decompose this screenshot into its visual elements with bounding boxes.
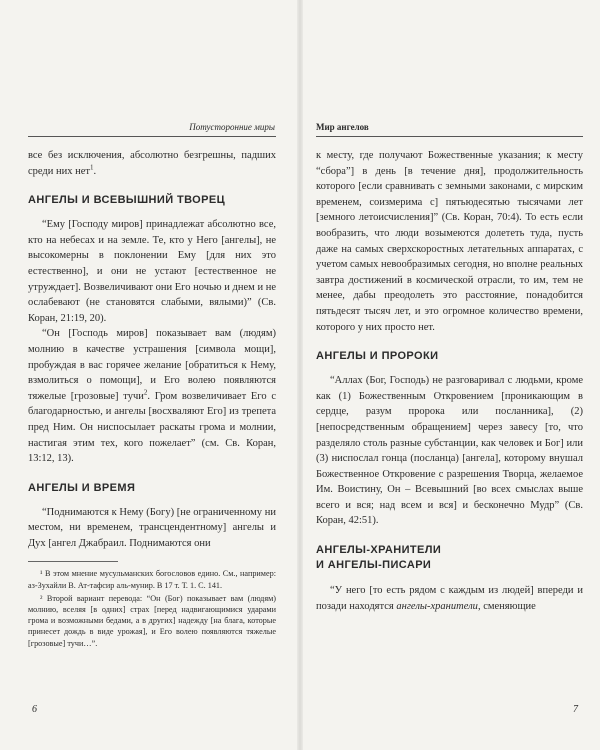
footnote-1: ¹ В этом мнение мусульманских богословов едино. См., например: аз-Зухайли В. Ат-тафсир аль-мунир. В 17 т. Т. 1. С. 141.: [28, 569, 276, 590]
right-page-body: [316, 148, 583, 614]
section-heading-guardian-angels: [316, 543, 583, 573]
right-page-number: 7: [573, 704, 578, 715]
paragraph: к месту, где получают Божественные указания; к месту “сбора”] в день [в течение дня], продолжительность которого [если сравнивать с земными законами, с мирским временем, соизмерима с] пятьюдесятью тысячами лет [земного летоисчисления]” (Св. Коран, 70:4). То есть если вообразить, что люди возымеются долететь туда, пусть даже на самых сверхскоростных летательных аппаратах, с учетом самых невообразимых сегодня, но вполне реальных завтра достижений в космической отрасли, то им, тем не менее, дабы преодолеть это расстояние, понадобится пятьдесят тысяч лет, и это огромное количество времени, которого у них просто нет.: [316, 150, 583, 333]
footnote-rule: [28, 561, 118, 562]
paragraph: “Ему [Господу миров] принадлежат абсолютно все, кто на небесах и на земле. Те, кто у Него [ангелы], не высокомерны в поклонении Ему [для них это естественно], и они не устают [естественное не утруждает]. Возвеличивают они Его ночью и днем и не ослабевают (не становятся слабыми, вялыми)” (Св. Коран, 21:19, 20).: [28, 219, 276, 324]
heading-line: И АНГЕЛЫ-ПИСАРИ: [316, 559, 432, 572]
left-page-number: 6: [32, 704, 37, 715]
footnote-2: ² Второй вариант перевода: “Он (Бог) показывает вам (людям) молнию, вселяя [в одних] страх [перед надвигающимися ударами грома и возможными бедами, а в других] надежду [на блага, которые принесет дождь в виде урожая], и Его волею появляются тяжелые [грозовые] тучи…”.: [28, 593, 276, 648]
opening-text: все без исключения, абсолютно безгрешны, падших среди них нет: [28, 150, 276, 177]
right-header-rule: [316, 136, 583, 137]
right-running-head: Мир ангелов: [316, 122, 369, 132]
paragraph: “Поднимаются к Нему (Богу) [не ограниченному ни местом, ни временем, трансцендентному] ангелы и Дух [ангел Джабраил. Поднимаются они: [28, 506, 276, 549]
paragraph-text: “У него [то есть рядом с каждым из людей] впереди и позади находятся: [316, 585, 583, 612]
italic-term: ангелы-хранители: [396, 600, 478, 612]
paragraph-text: , сменяющие: [477, 600, 536, 612]
paragraph: “Аллах (Бог, Господь) не разговаривал с людьми, кроме как (1) Божественным Откровением [проникающим в сердце, разум пророка или посланника], (2) [непосредственным обращением] через завесу [то, что разделяло столь разные субстанции, как человек и Бог] или (3) ниспослал гонца (посланца) [ангела], которому внушал Божественное Откровение с разрешения Творца, желаемое Им. Воистину, Он – Всевышний [во всех смыслах выше всего и вся; над всем и вся] и бесконечно Мудр” (Св. Коран, 42:51).: [316, 375, 583, 527]
footnote-ref-1: 1: [90, 163, 94, 172]
left-header-rule: [28, 136, 276, 137]
section-heading-angels-and-prophets: АНГЕЛЫ И ПРОРОКИ: [316, 350, 439, 363]
opening-paragraph: [28, 148, 276, 179]
left-page-body: [28, 148, 276, 651]
section-heading-angels-and-time: АНГЕЛЫ И ВРЕМЯ: [28, 481, 136, 494]
section-heading-angels-and-creator: АНГЕЛЫ И ВСЕВЫШНИЙ ТВОРЕЦ: [28, 194, 226, 207]
heading-line: АНГЕЛЫ-ХРАНИТЕЛИ: [316, 544, 442, 557]
paragraph: [28, 326, 276, 466]
paragraph: [316, 583, 583, 614]
left-running-head: Потусторонние миры: [189, 122, 275, 132]
right-page: [303, 0, 600, 750]
footnote-ref-2: 2: [143, 388, 148, 397]
left-page: [0, 0, 297, 750]
paragraph-text: . Гром возвеличивает Его с благодарностью, и ангелы [восхваляют Его] из трепета пред Ним. Он ниспосылает раскаты грома и молнии, настигая этим тех, кого пожелает” (см. Св. Коран, 13:12, 13).: [28, 390, 276, 465]
paragraph-text: “Он [Господь миров] показывает вам (людям) молнию в качестве устрашения [символа мощи], пробуждая в вас горячее желание [обратиться к Нему, взмолиться о помощи], и Его волею появляются тяжелые [грозовые] тучи: [28, 328, 276, 402]
opening-end: .: [93, 165, 97, 177]
